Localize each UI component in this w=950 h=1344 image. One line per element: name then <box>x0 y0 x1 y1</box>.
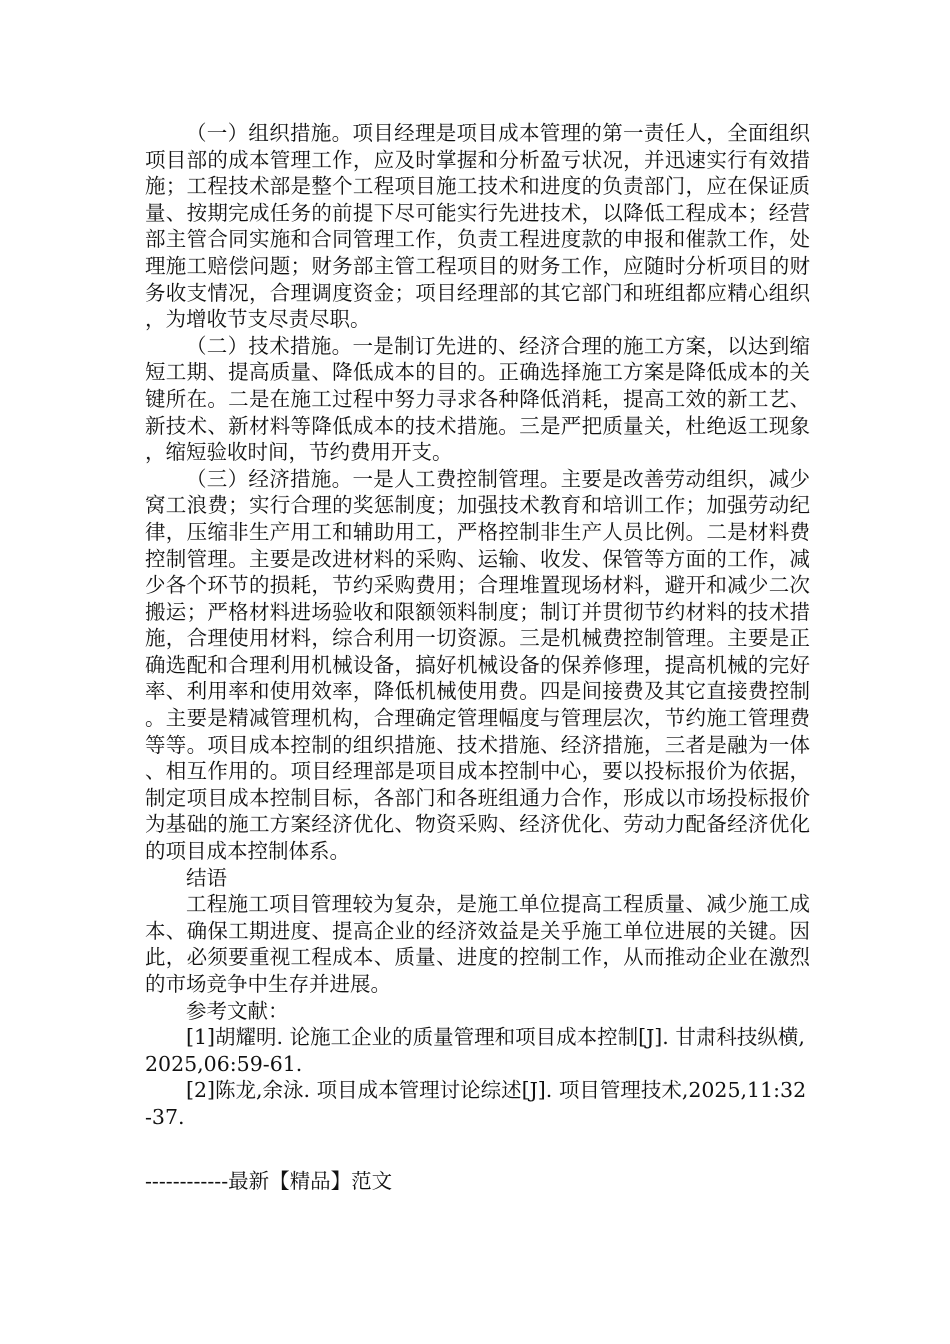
paragraph-conclusion: 工程施工项目管理较为复杂，是施工单位提高工程质量、减少施工成本、确保工期进度、提高企业的经济效益是关乎施工单位进展的关键。因此，必须要重视工程成本、质量、进度的控制工作，从而推动企业在激烈的市场竞争中生存并进展。 <box>145 892 810 996</box>
paragraph-technical-measures: （二）技术措施。一是制订先进的、经济合理的施工方案，以达到缩短工期、提高质量、降低成本的目的。正确选择施工方案是降低成本的关键所在。二是在施工过程中努力寻求各种降低消耗，提高工效的新工艺、新技术、新材料等降低成本的技术措施。三是严把质量关，杜绝返工现象，缩短验收时间，节约费用开支。 <box>145 333 810 465</box>
reference-item-2: [2]陈龙,余泳. 项目成本管理讨论综述[J]. 项目管理技术,2025,11:32-37. <box>145 1078 807 1129</box>
page-footer: ------------最新【精品】范文 <box>145 1169 393 1193</box>
reference-item-1: [1]胡耀明. 论施工企业的质量管理和项目成本控制[J]. 甘肃科技纵横,2025,06:59-61. <box>145 1025 805 1076</box>
document-body <box>145 120 810 1131</box>
paragraph-economic-measures: （三）经济措施。一是人工费控制管理。主要是改善劳动组织，减少窝工浪费；实行合理的奖惩制度；加强技术教育和培训工作；加强劳动纪律，压缩非生产用工和辅助用工，严格控制非生产人员比例。二是材料费控制管理。主要是改进材料的采购、运输、收发、保管等方面的工作，减少各个环节的损耗，节约采购费用；合理堆置现场材料，避开和减少二次搬运；严格材料进场验收和限额领料制度；制订并贯彻节约材料的技术措施，合理使用材料，综合利用一切资源。三是机械费控制管理。主要是正确选配和合理利用机械设备，搞好机械设备的保养修理，提高机械的完好率、利用率和使用效率，降低机械使用费。四是间接费及其它直接费控制。主要是精减管理机构，合理确定管理幅度与管理层次，节约施工管理费等等。项目成本控制的组织措施、技术措施、经济措施，三者是融为一体、相互作用的。项目经理部是项目成本控制中心，要以投标报价为依据，制定项目成本控制目标，各部门和各班组通力合作，形成以市场投标报价为基础的施工方案经济优化、物资采购、经济优化、劳动力配备经济优化的项目成本控制体系。 <box>145 466 810 864</box>
conclusion-heading: 结语 <box>186 865 227 890</box>
paragraph-organizational-measures: （一）组织措施。项目经理是项目成本管理的第一责任人，全面组织项目部的成本管理工作，应及时掌握和分析盈亏状况，并迅速实行有效措施；工程技术部是整个工程项目施工技术和进度的负责部门，应在保证质量、按期完成任务的前提下尽可能实行先进技术，以降低工程成本；经营部主管合同实施和合同管理工作，负责工程进度款的申报和催款工作，处理施工赔偿问题；财务部主管工程项目的财务工作，应随时分析项目的财务收支情况，合理调度资金；项目经理部的其它部门和班组都应精心组织，为增收节支尽责尽职。 <box>145 121 810 332</box>
references-heading: 参考文献： <box>186 998 289 1023</box>
